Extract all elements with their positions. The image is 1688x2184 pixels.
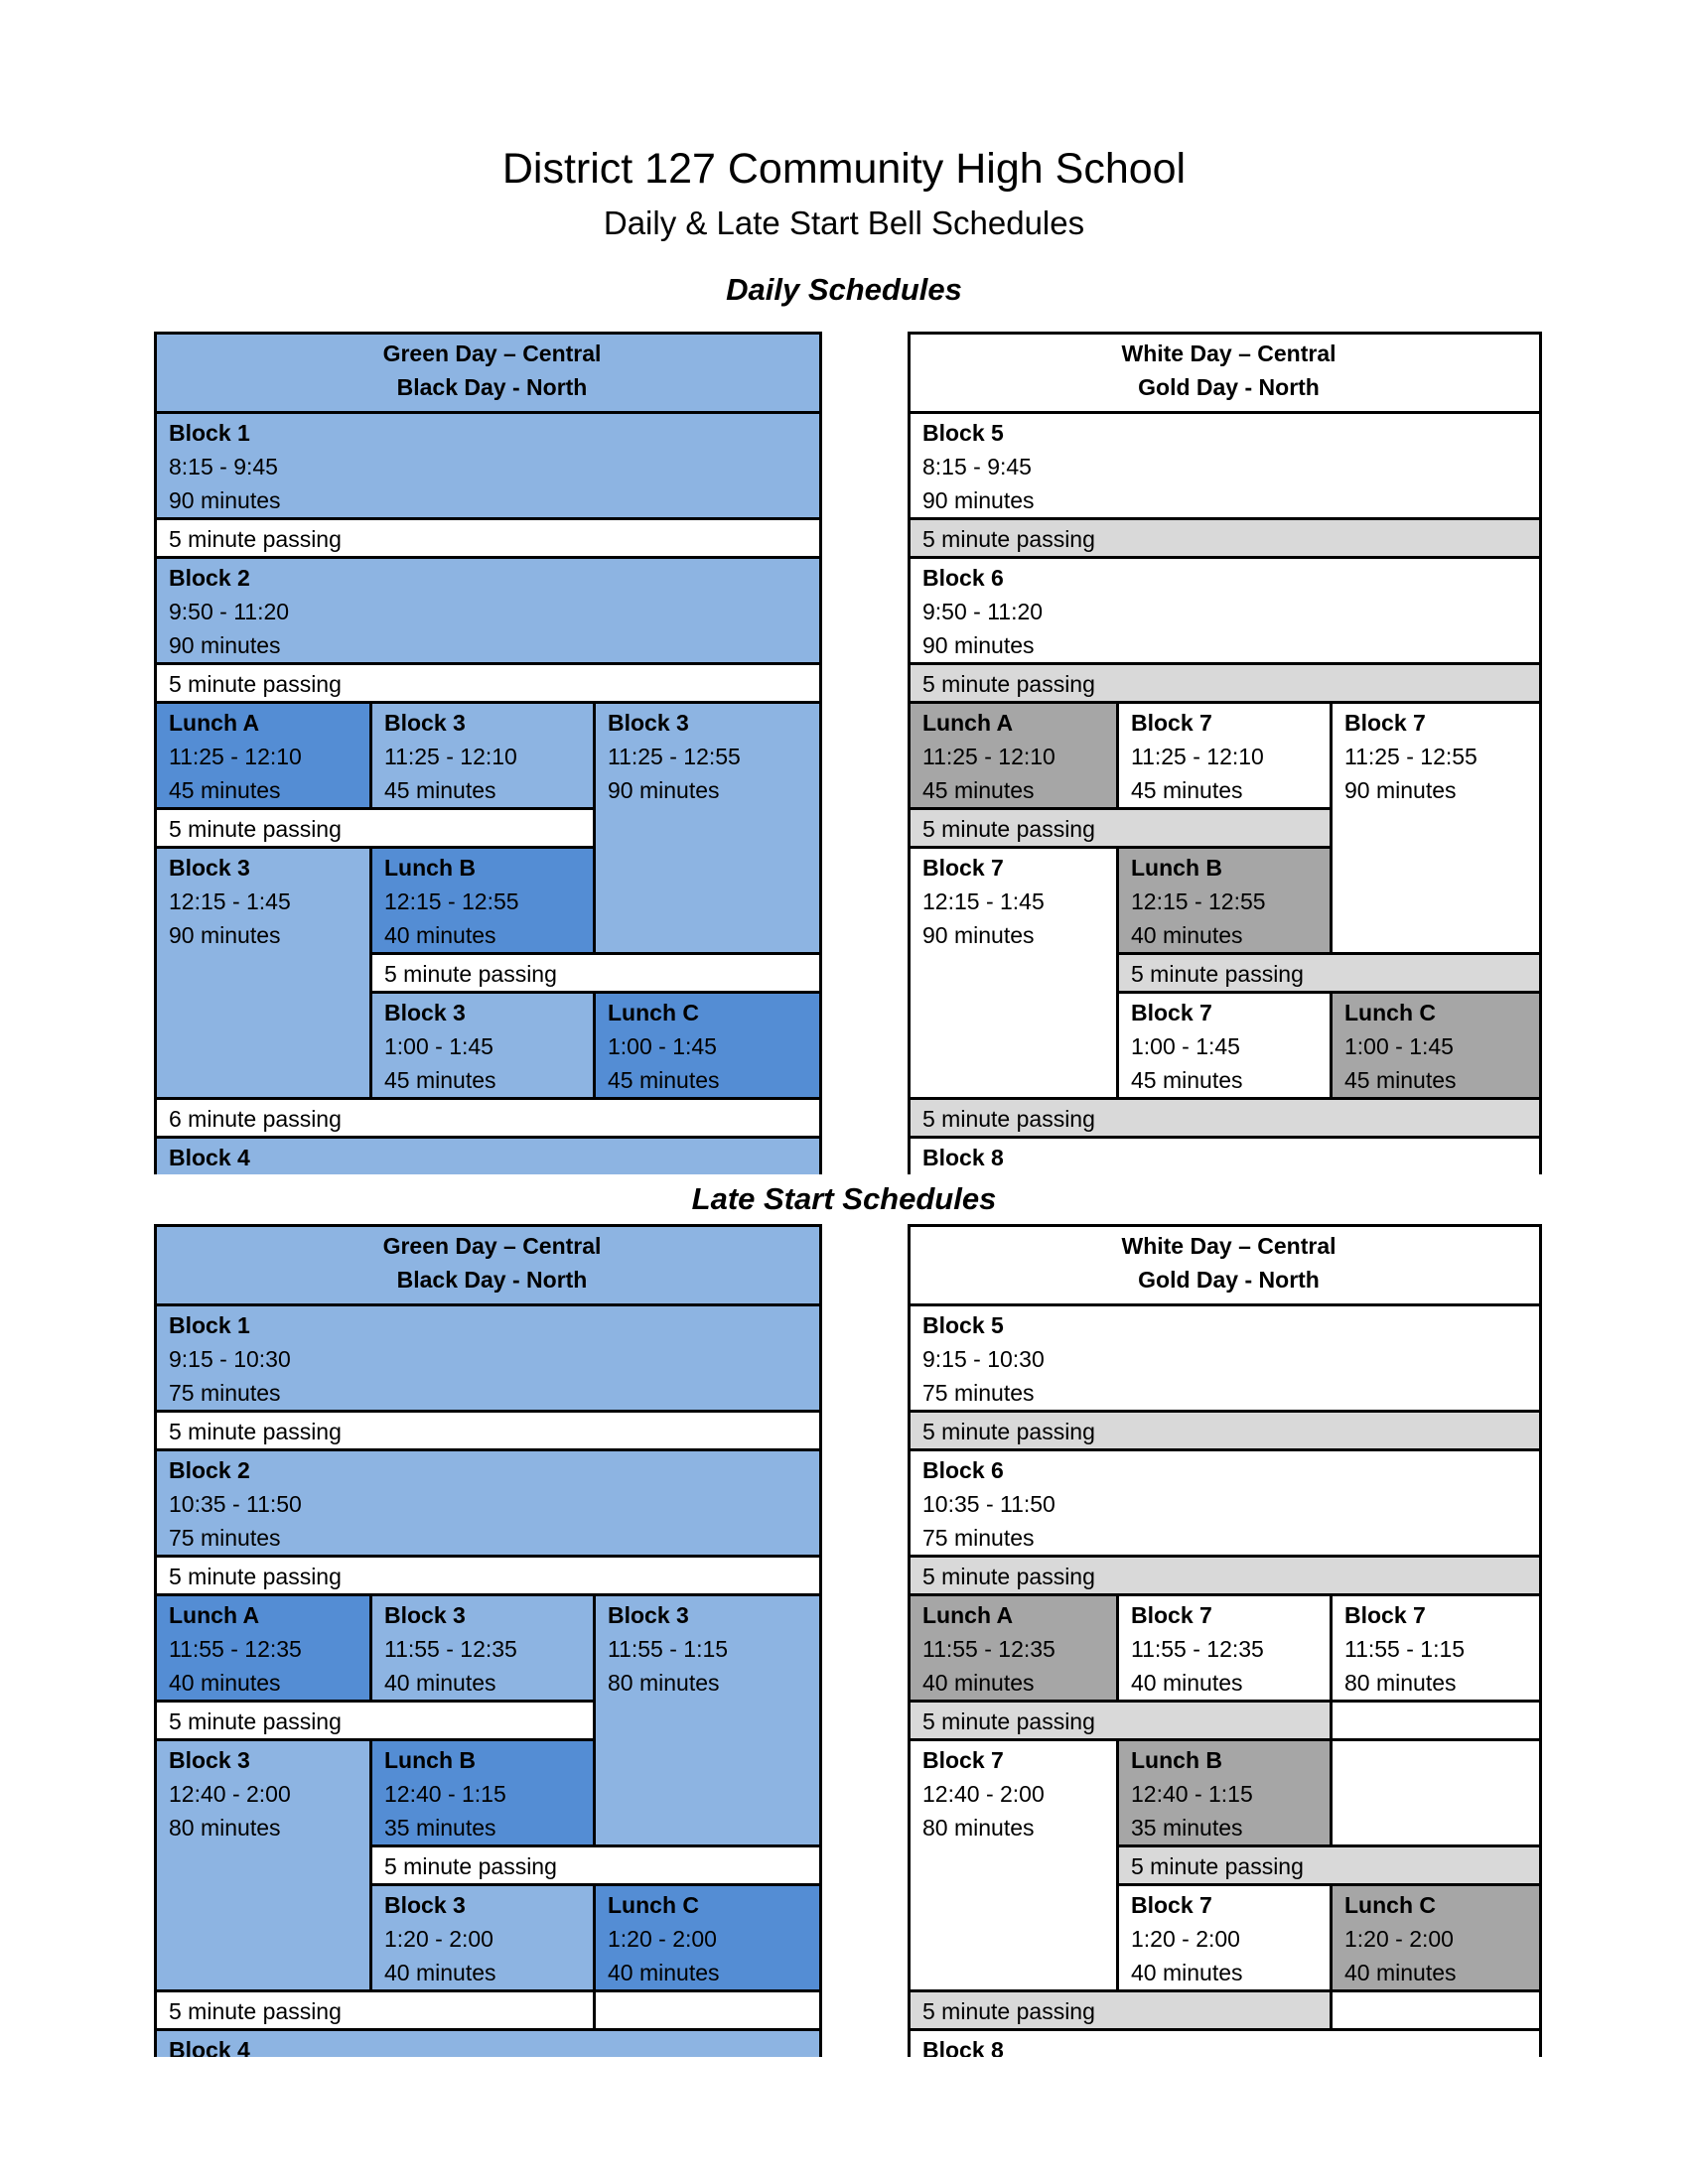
passing-cell: 5 minute passing: [910, 1099, 1541, 1138]
table-header: [156, 1226, 821, 1305]
lunch-b-cell: Lunch B 12:40 - 1:15 35 minutes: [371, 1740, 595, 1846]
block3-cell: Block 3 1:00 - 1:45 45 minutes: [371, 993, 595, 1099]
passing-cell: 5 minute passing: [910, 1702, 1332, 1740]
block3-cell: Block 3 11:55 - 12:35 40 minutes: [371, 1595, 595, 1702]
lunch-c-cell: Lunch C 1:20 - 2:00 40 minutes: [595, 1885, 821, 1991]
block7-cell: Block 7 12:15 - 1:45 90 minutes: [910, 848, 1118, 1099]
lunch-c-cell: Lunch C 1:20 - 2:00 40 minutes: [1332, 1885, 1541, 1991]
passing-cell: 5 minute passing: [156, 519, 821, 558]
passing-cell: 5 minute passing: [910, 1412, 1541, 1450]
lunch-b-cell: Lunch B 12:40 - 1:15 35 minutes: [1118, 1740, 1332, 1846]
passing-cell: 5 minute passing: [156, 664, 821, 703]
passing-cell: 5 minute passing: [156, 809, 595, 848]
block1-cell: Block 1 9:15 - 10:30 75 minutes: [156, 1305, 821, 1412]
block5-cell: Block 5 9:15 - 10:30 75 minutes: [910, 1305, 1541, 1412]
header-line2: Gold Day - North: [1138, 1267, 1320, 1293]
lunch-a-cell: Lunch A 11:55 - 12:35 40 minutes: [910, 1595, 1118, 1702]
passing-cell: 5 minute passing: [910, 1991, 1332, 2030]
block2-cell: Block 2 9:50 - 11:20 90 minutes: [156, 558, 821, 664]
block3-cell: Block 3 12:15 - 1:45 90 minutes: [156, 848, 371, 1099]
block4-cell: Block 4: [156, 1138, 821, 1175]
block7-cell: Block 7 11:55 - 12:35 40 minutes: [1118, 1595, 1332, 1702]
lunch-b-cell: Lunch B 12:15 - 12:55 40 minutes: [1118, 848, 1332, 954]
passing-cell: 5 minute passing: [1118, 954, 1541, 993]
table-header: [910, 1226, 1541, 1305]
block1-cell: Block 1 8:15 - 9:45 90 minutes: [156, 413, 821, 519]
empty-cell: [1332, 1991, 1541, 2030]
block5-cell: Block 5 8:15 - 9:45 90 minutes: [910, 413, 1541, 519]
lunch-c-cell: Lunch C 1:00 - 1:45 45 minutes: [595, 993, 821, 1099]
header-line1: White Day – Central: [1121, 1233, 1336, 1259]
block2-cell: Block 2 10:35 - 11:50 75 minutes: [156, 1450, 821, 1557]
passing-cell: 5 minute passing: [156, 1557, 821, 1595]
header-line2: Gold Day - North: [1138, 374, 1320, 400]
lunch-a-cell: Lunch A 11:25 - 12:10 45 minutes: [156, 703, 371, 809]
header-line2: Black Day - North: [396, 1267, 588, 1293]
page-subtitle: Daily & Late Start Bell Schedules: [603, 205, 1085, 241]
block6-cell: Block 6 9:50 - 11:20 90 minutes: [910, 558, 1541, 664]
lunch-c-cell: Lunch C 1:00 - 1:45 45 minutes: [1332, 993, 1541, 1099]
passing-cell: 5 minute passing: [910, 664, 1541, 703]
header-line1: Green Day – Central: [382, 341, 602, 366]
header-line1: Green Day – Central: [382, 1233, 602, 1259]
block6-cell: Block 6 10:35 - 11:50 75 minutes: [910, 1450, 1541, 1557]
block3-cell: Block 3 12:40 - 2:00 80 minutes: [156, 1740, 371, 1991]
empty-cell: [1332, 1740, 1541, 1846]
passing-cell: 5 minute passing: [156, 1412, 821, 1450]
block3-double-cell: Block 3 11:55 - 1:15 80 minutes: [595, 1595, 821, 1846]
block7-cell: Block 7 1:00 - 1:45 45 minutes: [1118, 993, 1332, 1099]
daily-schedules-heading: Daily Schedules: [726, 272, 962, 307]
block3-cell: Block 3 1:20 - 2:00 40 minutes: [371, 1885, 595, 1991]
header-line1: White Day – Central: [1121, 341, 1336, 366]
passing-cell: 5 minute passing: [156, 1991, 595, 2030]
block4-cell: Block 4: [156, 2030, 821, 2058]
empty-cell: [595, 1991, 821, 2030]
passing-cell: 5 minute passing: [371, 954, 821, 993]
block7-cell: Block 7 12:40 - 2:00 80 minutes: [910, 1740, 1118, 1991]
block3-double-cell: Block 3 11:25 - 12:55 90 minutes: [595, 703, 821, 954]
block7-double-cell: Block 7 11:55 - 1:15 80 minutes: [1332, 1595, 1541, 1702]
block8-cell: Block 8: [910, 1138, 1541, 1175]
late-green-black-table: [154, 1224, 823, 2057]
passing-cell: 5 minute passing: [910, 1557, 1541, 1595]
daily-white-gold-table: [908, 332, 1543, 1174]
block7-cell: Block 7 1:20 - 2:00 40 minutes: [1118, 1885, 1332, 1991]
passing-cell: 5 minute passing: [371, 1846, 821, 1885]
lunch-a-cell: Lunch A 11:55 - 12:35 40 minutes: [156, 1595, 371, 1702]
daily-green-black-table: [154, 332, 823, 1174]
passing-cell: 5 minute passing: [1118, 1846, 1541, 1885]
late-start-schedules-heading: Late Start Schedules: [691, 1181, 997, 1216]
late-white-gold-table: [908, 1224, 1543, 2057]
lunch-b-cell: Lunch B 12:15 - 12:55 40 minutes: [371, 848, 595, 954]
header-line2: Black Day - North: [396, 374, 588, 400]
block8-cell: Block 8: [910, 2030, 1541, 2058]
passing-cell: 6 minute passing: [156, 1099, 821, 1138]
block3-cell: Block 3 11:25 - 12:10 45 minutes: [371, 703, 595, 809]
table-header: [910, 334, 1541, 413]
lunch-a-cell: Lunch A 11:25 - 12:10 45 minutes: [910, 703, 1118, 809]
page-title: District 127 Community High School: [501, 145, 1187, 193]
block7-double-cell: Block 7 11:25 - 12:55 90 minutes: [1332, 703, 1541, 954]
block7-cell: Block 7 11:25 - 12:10 45 minutes: [1118, 703, 1332, 809]
passing-cell: 5 minute passing: [156, 1702, 595, 1740]
table-header: [156, 334, 821, 413]
passing-cell: 5 minute passing: [910, 519, 1541, 558]
empty-cell: [1332, 1702, 1541, 1740]
passing-cell: 5 minute passing: [910, 809, 1332, 848]
